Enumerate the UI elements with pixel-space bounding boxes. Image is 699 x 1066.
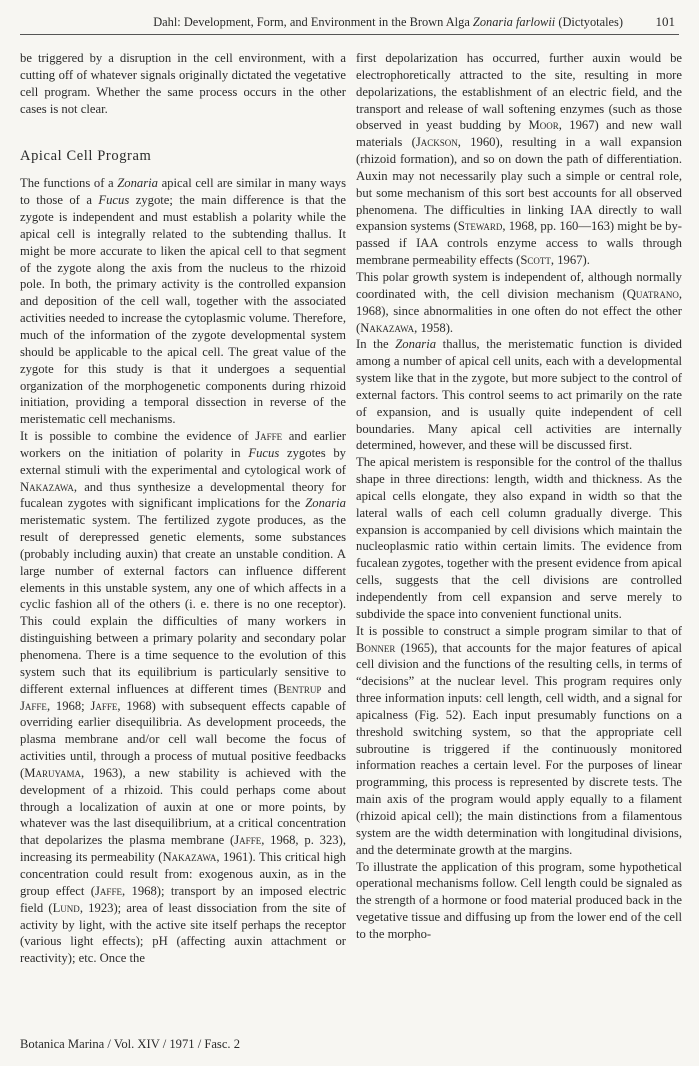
genus-name: Fucus xyxy=(98,193,130,208)
running-title xyxy=(20,10,623,34)
author-name: Jaffe xyxy=(255,429,283,444)
genus-name: Zonaria xyxy=(305,496,346,511)
author-name: Moor xyxy=(528,118,559,133)
running-header xyxy=(20,10,679,35)
running-title-genus: Zonaria farlowii xyxy=(472,15,556,29)
paragraph: The functions of a Zonaria apical cell are similar in many ways to those of a Fucus zygote; the main difference is that the zygote is independent and must establish a polarity while the apical cell is integrally related to the subtending thallus. It might be more accurate to liken the apical cell to that segment of the zygote along the axis from the nucleus to the rhizoid pole. In both, the primary activity is the controlled expansion and deposition of the cell wall, together with the associated activities needed to increase the cytoplasmic volume. Therefore, much of the information of the zygote developmental system should be applicable to the apical cell. The great value of the zygote for this study is that it undergoes a sequential organization of the morphogenetic components during rhizoid initiation, providing a temporal dissection in reverse of the meristematic cell mechanisms. xyxy=(20,176,346,427)
paragraph: To illustrate the application of this program, some hypothetical operational mechanisms follow. Cell length could be signaled as the strength of a hormone or food material produced back in the vegetative tissue and diffusing up from the lower end of the cell to the morpho- xyxy=(356,859,682,941)
author-name: Nakazawa xyxy=(162,850,217,865)
author-name: Jaffe xyxy=(95,883,122,898)
paragraph: It is possible to construct a simple program similar to that of Bonner (1965), that accounts for the major features of apical cell division and the functions of the resulting cells, in terms of “decisions” at the nuclear level. This program requires only three information inputs: cell length, cell width, and a signal for apicalness (Fig. 52). Each input presumably functions on a threshold switching system, so that the appropriate cell subroutine is triggered if the continuously monitored information reaches a certain level. For the purposes of linear programming, this process is represented by discrete tests. The main axis of the program would apply equally to a filament (rhizoid apical cell); the main distinctions from a filamentous system are the width determination with longitudinal divisions, and the determinate growth at the margins. xyxy=(356,623,682,857)
running-title-suffix: (Dictyotales) xyxy=(555,15,623,29)
author-name: Bonner xyxy=(356,640,396,655)
intro-paragraph: be triggered by a disruption in the cell environment, with a cutting off of whatever signals originally dictated the vegetative cell program. Whether the same process occurs in the other cases is not clear. xyxy=(20,51,346,116)
genus-name: Fucus xyxy=(248,445,280,460)
genus-name: Zonaria xyxy=(117,176,158,191)
author-name: Quatrano xyxy=(626,286,679,301)
paragraph: This polar growth system is independent of, although normally coordinated with, the cell division mechanism (Quatrano, 1968), since abnormalities in one often do not effect the other (Nakazawa, 1958). xyxy=(356,269,682,335)
running-title-text: Dahl: Development, Form, and Environment in the Brown Alga xyxy=(153,15,473,29)
paragraph: The apical meristem is responsible for the control of the thallus shape in three directions: length, width and thickness. As the apical cells elongate, they also expand in width so that the lateral walls of each cell column gradually diverge. This expansion is accompanied by cell divisions which maintain the nucleoplasmic ratio within certain limits. The evidence from fucalean zygotes, together with the present evidence from apical cells, suggests that the cell divisions are controlled independently from cell expansion and serve merely to subdivide the space into convenient functional units. xyxy=(356,455,682,621)
author-name: Lund xyxy=(52,900,80,915)
author-name: Maruyama xyxy=(24,765,81,780)
genus-name: Zonaria xyxy=(395,337,437,352)
page-number: 101 xyxy=(655,14,675,29)
section-heading: Apical Cell Program xyxy=(20,148,152,165)
paragraph: In the Zonaria thallus, the meristematic function is divided among a number of apical cell units, each with a developmental system like that in the zygote, but more subject to the control of external factors. This control seems to act primarily on the rate of expansion, and is usually quite independent of cell boundaries. Many apical cell activities are internally determined, however, and these will be discussed first. xyxy=(356,337,682,453)
author-name: Jaffe xyxy=(234,833,262,848)
author-name: Jackson xyxy=(415,135,458,150)
author-name: Nakazawa xyxy=(20,479,74,494)
author-name: Scott xyxy=(520,253,551,268)
author-name: Jaffe xyxy=(90,698,118,713)
paragraph: It is possible to combine the evidence of Jaffe and earlier workers on the initiation of polarity in Fucus zygotes by external stimuli with the experimental and cytological work of Nakazawa, and thus synthesize a developmental theory for fucalean zygotes with significant implications for the Zonaria meristematic system. The fertilized zygote produces, as the result of derepressed genetic elements, some substances (probably including auxin) that create an unstable condition. A large number of external factors can influence different elements in this unstable system, any one of which affects in a cyclic fashion all of the others (i. e. there is no one receptor). This could explain the difficulties of many workers in distinguishing between a primary polarity and secondary polar phenomena. There is a time sequence to the evolution of this system such that its equilibrium is particularly sensitive to different external influences at different times (Bentrup and Jaffe, 1968; Jaffe, 1968) with subsequent effects capable of overriding earlier disequilibria. As development proceeds, the plasma membrane and/or cell wall become the focus of activities until, through a process of mutual positive feedbacks (Maruyama, 1963), a new stability is achieved with the development of a rhizoid. This could perhaps come about through a localization of auxin at one or more points, by whatever was the last disequilibrium, at a critical concentration that depolarizes the plasma membrane (Jaffe, 1968, p. 323), increasing its permeability (Nakazawa, 1961). This critical high concentration could result from: exogenous auxin, as in the group effect (Jaffe, 1968); transport by an imposed electric field (Lund, 1923); area of least dissociation from the site of activity by light, with the active site itself perhaps the receptor (various light effects); pH (affecting auxin attachment or reactivity); etc. Once the xyxy=(20,429,346,966)
journal-footer: Botanica Marina / Vol. XIV / 1971 / Fasc. 2 xyxy=(20,1037,241,1051)
left-column xyxy=(20,50,346,967)
author-name: Jaffe xyxy=(20,698,47,713)
author-name: Bentrup xyxy=(277,681,322,696)
paragraph: first depolarization has occurred, further auxin would be electrophoretically attracted to the site, resulting in more depolarizations, the establishment of an electric field, and the transport and release of wall softening enzymes (such as those observed in yeast budding by Moor, 1967) and new wall materials (Jackson, 1960), resulting in a wall expansion (rhizoid formation), and so on down the path of differentiation. Auxin may not necessarily play such a simple or central role, but some mechanism of this sort best accounts for all observed phenomena. The difficulties in linking IAA directly to wall expansion systems (Steward, 1968, pp. 160—163) might be by-passed if IAA controls enzyme access to walls through membrane permeability effects (Scott, 1967). xyxy=(356,51,683,268)
author-name: Nakazawa xyxy=(360,320,415,335)
right-column xyxy=(356,50,682,943)
author-name: Steward xyxy=(457,219,503,234)
